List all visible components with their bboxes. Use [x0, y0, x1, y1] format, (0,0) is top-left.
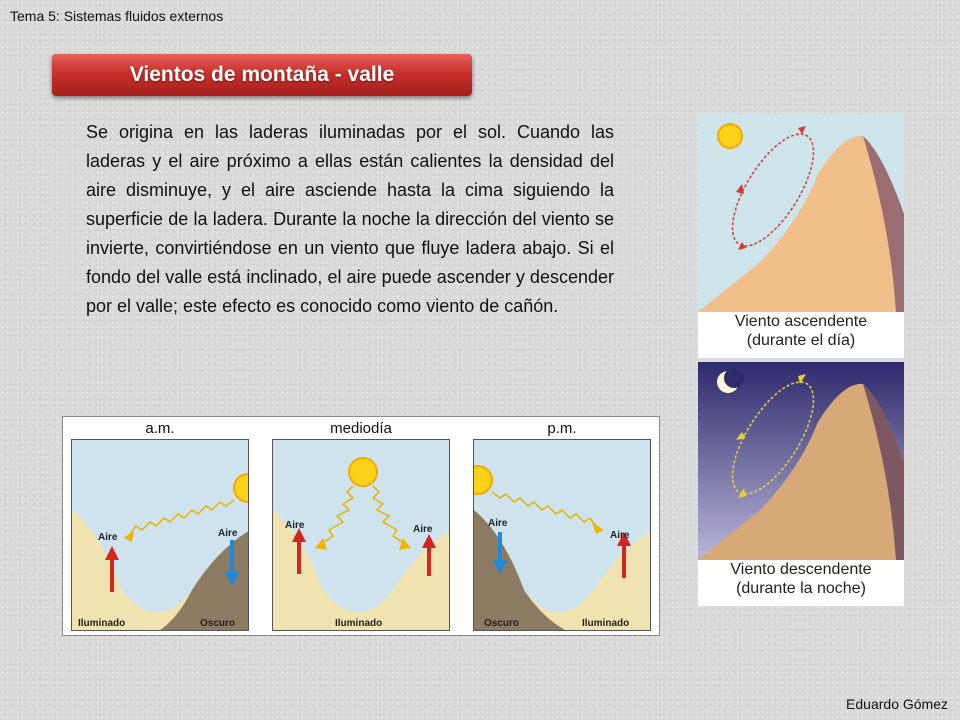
sun-icon: [718, 124, 742, 148]
panel-label-pm: p.m.: [547, 420, 577, 437]
ground-label-right: Oscuro: [200, 618, 236, 629]
ray-arrowhead: [592, 522, 604, 534]
panel-midday: [272, 439, 450, 631]
sun-icon: [349, 458, 377, 486]
topic-label: Tema 5: Sistemas fluidos externos: [10, 8, 224, 24]
panel-label-midday: mediodía: [330, 420, 392, 437]
valley-diagram: [62, 416, 660, 636]
air-label: Aire: [98, 532, 118, 543]
panel-pm: [473, 439, 651, 631]
sun-ray: [321, 486, 353, 544]
ground-label-left: Oscuro: [484, 618, 520, 629]
rising-air-arrowhead: [105, 546, 119, 560]
air-label: Aire: [413, 524, 433, 535]
mountain-night-figure: [698, 362, 904, 606]
sun-icon: [234, 474, 249, 502]
slide-title: Vientos de montaña - valle: [52, 54, 472, 96]
air-label: Aire: [285, 520, 305, 531]
caption-night-line1: Viento descendente: [730, 561, 872, 578]
rising-air-arrowhead: [422, 534, 436, 548]
panel-am: [71, 439, 249, 631]
body-paragraph: Se origina en las laderas iluminadas por el sol. Cuando las laderas y el aire próximo a ellas están calientes la densidad del aire disminuye, y el aire asciende hasta la cima siguiendo la superficie de la ladera. Durante la noche la dirección del viento se invierte, convirtiéndose en un viento que fluye ladera abajo. Si el fondo del valle está inclinado, el aire puede ascender y descender por el valle; este efecto es conocido como viento de cañón.: [86, 122, 614, 316]
ground-label-center: Iluminado: [335, 618, 383, 629]
air-label: Aire: [610, 530, 630, 541]
caption-day-line2: (durante el día): [746, 332, 856, 349]
air-label: Aire: [218, 528, 238, 539]
ground-label-right: Iluminado: [582, 618, 630, 629]
ground-label-left: Iluminado: [78, 618, 126, 629]
author-label: Eduardo Gómez: [846, 696, 948, 712]
ray-arrowhead: [124, 530, 134, 542]
sun-ray: [373, 486, 405, 544]
caption-night-line2: (durante la noche): [736, 580, 866, 597]
sun-ray: [492, 492, 596, 526]
caption-day-line1: Viento ascendente: [734, 313, 868, 330]
air-label: Aire: [488, 518, 508, 529]
panel-label-am: a.m.: [145, 420, 175, 437]
mountain-day-figure: [698, 114, 904, 358]
sun-icon: [474, 466, 492, 494]
ray-arrowhead: [315, 538, 327, 550]
ray-arrowhead: [399, 538, 411, 550]
